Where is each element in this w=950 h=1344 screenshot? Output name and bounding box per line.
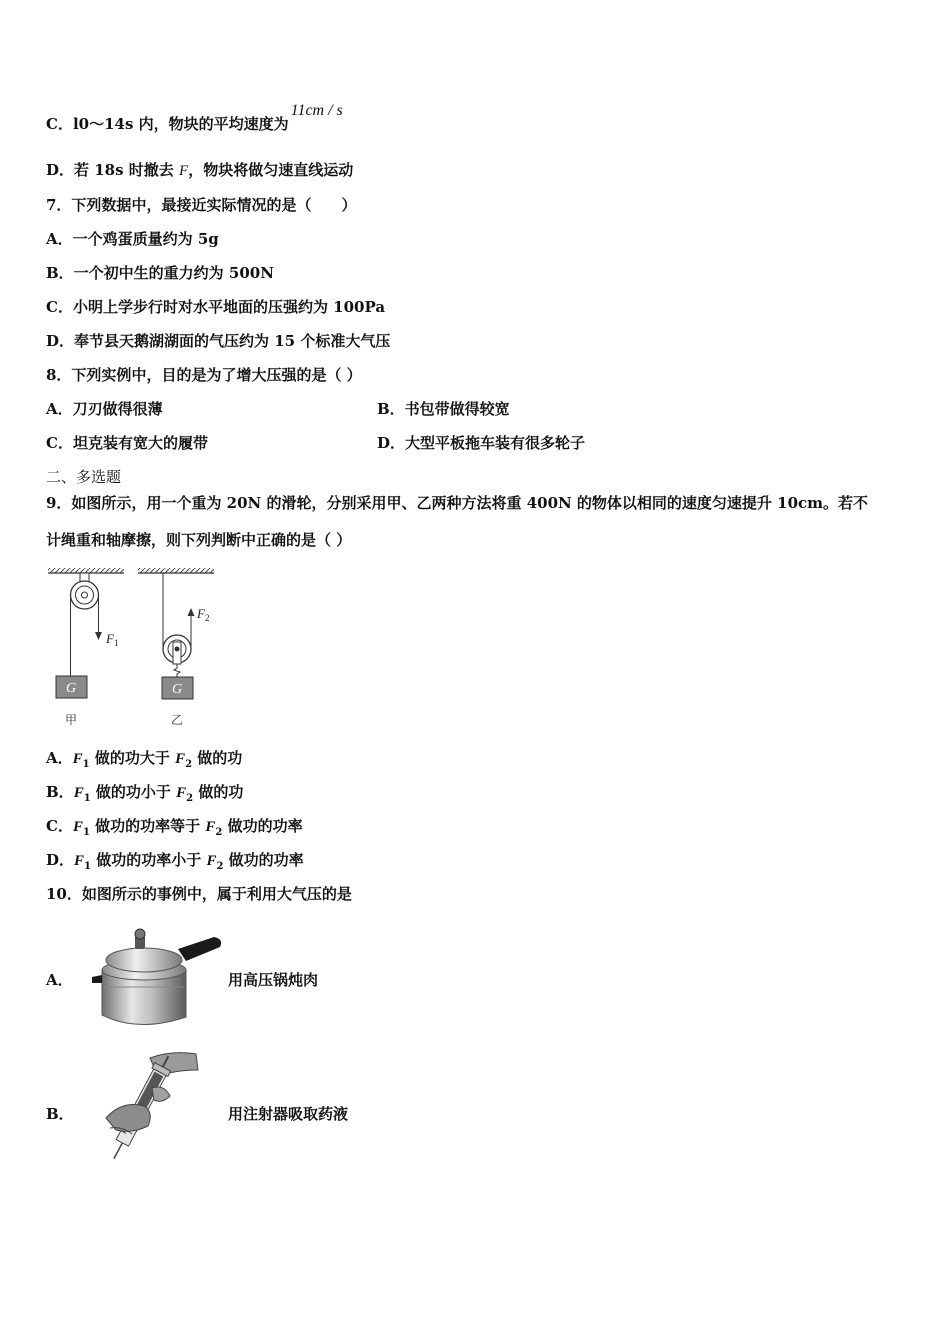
- q7-option-b: B．一个初中生的重力约为 500N: [46, 264, 274, 282]
- q9-option-c: C．$F_1$ 做功的功率等于 $F_2$ 做功的功率: [46, 817, 303, 838]
- weight-label-left: G: [66, 681, 77, 696]
- pulley-diagram: [44, 564, 224, 734]
- q6-option-d: D．若 18s 时撤去 F，物块将做匀速直线运动: [46, 161, 354, 179]
- pulley-figure: [44, 564, 224, 734]
- syringe-icon: [92, 1048, 202, 1166]
- q7-stem: 7．下列数据中，最接近实际情况的是（ ）: [46, 196, 357, 214]
- weight-label-right: G: [172, 682, 183, 697]
- q7-option-a: A．一个鸡蛋质量约为 5g: [46, 230, 219, 248]
- movable-pulley-setup: [138, 568, 214, 699]
- q6-option-c: C．l0～14s 内，物块的平均速度为11cm / s: [46, 102, 343, 133]
- q8-stem: 8．下列实例中，目的是为了增大压强的是（ ）: [46, 366, 362, 384]
- q9-option-a: A．$F_1$ 做的功大于 $F_2$ 做的功: [46, 749, 243, 770]
- q8-option-a: A．刀刃做得很薄: [46, 400, 163, 418]
- q7-option-c: C．小明上学步行时对水平地面的压强约为 100Pa: [46, 298, 386, 316]
- q8-option-c: C．坦克装有宽大的履带: [46, 434, 208, 452]
- force1-label: $F_1$: [106, 631, 119, 648]
- q6-option-c-math: 11cm / s: [290, 102, 343, 119]
- caption-jia: 甲: [65, 713, 78, 727]
- pressure-cooker-icon: [88, 925, 228, 1033]
- caption-yi: 乙: [171, 713, 184, 727]
- syringe-image: [92, 1048, 202, 1166]
- q10-option-b-text: 用注射器吸取药液: [228, 1105, 349, 1123]
- q8-option-d: D．大型平板拖车装有很多轮子: [377, 434, 586, 452]
- q8-option-b: B．书包带做得较宽: [377, 400, 510, 418]
- q9-stem-line2: 计绳重和轴摩擦，则下列判断中正确的是（ ）: [46, 531, 352, 549]
- force2-label: $F_2$: [197, 606, 210, 623]
- q10-stem: 10．如图所示的事例中，属于利用大气压的是: [46, 885, 352, 903]
- q10-option-a-text: 用高压锅炖肉: [228, 971, 319, 989]
- q9-option-d: D．$F_1$ 做功的功率小于 $F_2$ 做功的功率: [46, 851, 304, 872]
- pressure-cooker-image: [88, 925, 228, 1033]
- q9-stem-line1: 9．如图所示，用一个重为 20N 的滑轮，分别采用甲、乙两种方法将重 400N 的物体以相同的速度匀速提升 10cm。若不: [46, 494, 869, 512]
- q9-option-b: B．$F_1$ 做的功小于 $F_2$ 做的功: [46, 783, 244, 804]
- q7-option-d: D．奉节县天鹅湖湖面的气压约为 15 个标准大气压: [46, 332, 391, 350]
- q10-option-b-label: B．: [46, 1105, 74, 1123]
- section-heading: 二、多选题: [46, 468, 122, 486]
- q10-option-a-label: A．: [46, 971, 73, 989]
